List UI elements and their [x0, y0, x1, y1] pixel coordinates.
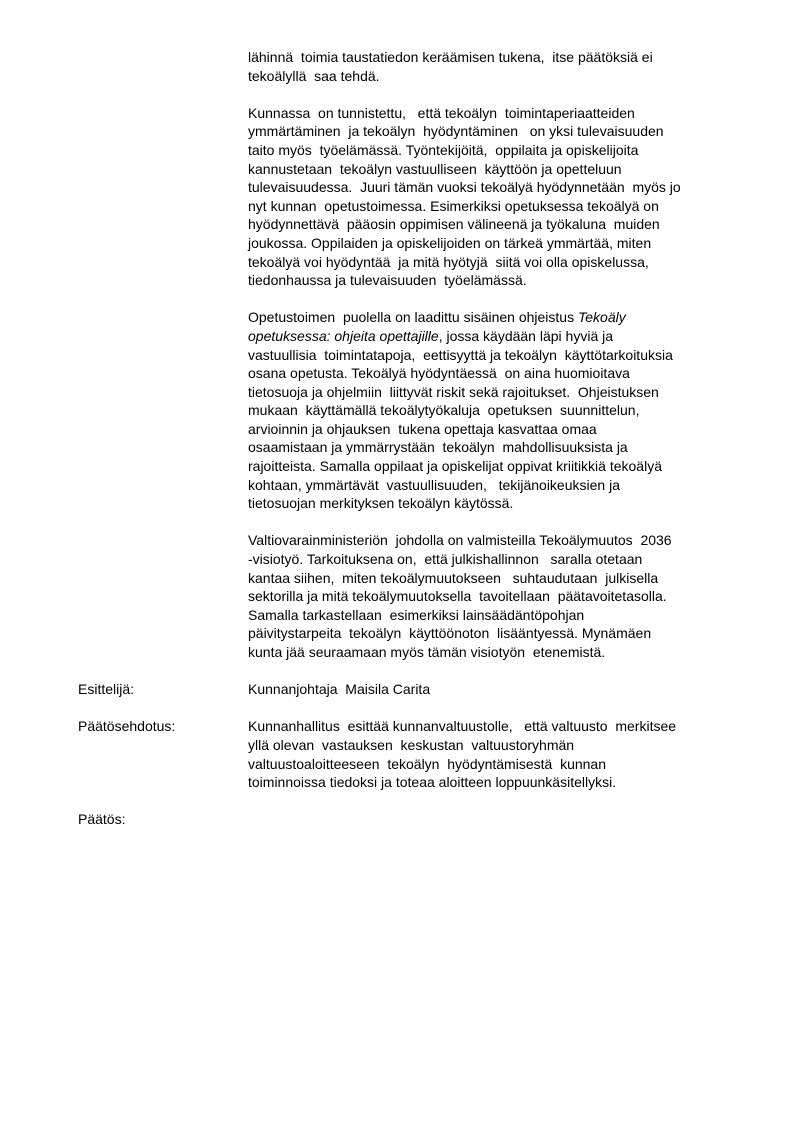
text-line	[248, 438, 760, 457]
field-value-esittelija	[248, 680, 794, 699]
paragraph-visiotyo	[248, 531, 760, 661]
text-segment: hyödynnettävä pääosin oppimisen välineenä ja työkaluna muiden	[248, 216, 660, 233]
text-segment: yllä olevan vastauksen keskustan valtuustoryhmän	[248, 736, 575, 753]
text-segment: rajoitteista. Samalla oppilaat ja opiskelijat oppivat kriitikkiä tekoälyä	[248, 458, 662, 475]
text-segment: Valtiovarainministeriön johdolla on valmisteilla Tekoälymuutos 2036	[248, 532, 672, 549]
text-segment: päivitystarpeita tekoälyn käyttöönoton lisääntyessä. Mynämäen	[248, 625, 652, 642]
italic-text-segment: Tekoäly	[577, 309, 626, 326]
decision-fields	[78, 680, 794, 829]
paragraph-kunnassa	[248, 104, 760, 290]
text-segment: mukaan käyttämällä tekoälytyökaluja opetuksen suunnittelun,	[248, 402, 640, 419]
text-line	[248, 346, 760, 365]
text-line	[248, 383, 760, 402]
text-segment: kannustetaan tekoälyn vastuulliseen käyttöön ja opetteluun	[248, 160, 622, 177]
text-segment: -visiotyö. Tarkoituksena on, että julkishallinnon saralla otetaan	[248, 551, 643, 568]
text-line	[248, 587, 760, 606]
text-line	[248, 122, 760, 141]
text-segment: lähinnä toimia taustatiedon keräämisen tukena, itse päätöksiä ei	[248, 49, 653, 65]
text-segment: nyt kunnan opetustoimessa. Esimerkiksi opetuksessa tekoälyä on	[248, 197, 659, 214]
field-row-paatos	[78, 810, 794, 829]
text-segment: tekoälyä voi hyödyntää ja mitä hyötyjä siitä voi olla opiskelussa,	[248, 253, 649, 270]
text-segment: osaamistaan ja ymmärrystään tekoälyn mahdollisuuksista ja	[248, 439, 628, 456]
text-line	[248, 48, 760, 67]
text-line	[248, 643, 760, 662]
text-segment: tekoälyllä saa tehdä.	[248, 67, 380, 84]
text-line	[248, 67, 760, 86]
text-line	[248, 141, 760, 160]
italic-text-segment: opetuksessa: ohjeita opettajille	[248, 327, 439, 344]
text-line	[248, 736, 794, 755]
text-line	[248, 160, 760, 179]
text-segment: toiminnoissa tiedoksi ja toteaa aloitteen loppuunkäsitellyksi.	[248, 774, 617, 791]
text-line	[248, 420, 760, 439]
field-label-paatosehdotus: Päätösehdotus:	[78, 718, 176, 735]
text-line	[248, 327, 760, 346]
text-segment: tietosuoja ja ohjelmiin liittyvät riskit sekä rajoitukset. Ohjeistuksen	[248, 383, 659, 400]
text-line	[248, 178, 760, 197]
text-line	[248, 197, 760, 216]
text-line	[248, 680, 794, 699]
text-line	[248, 606, 760, 625]
text-line	[248, 401, 760, 420]
text-segment: sektorilla ja mitä tekoälymuutoksella tavoitellaan päätavoitetasolla.	[248, 588, 667, 605]
body-paragraphs	[248, 48, 760, 662]
field-row-esittelija	[78, 680, 794, 699]
text-segment: ymmärtäminen ja tekoälyn hyödyntäminen on yksi tulevaisuuden	[248, 123, 664, 140]
text-line	[248, 755, 794, 774]
text-line	[248, 531, 760, 550]
text-segment: arvioinnin ja ohjauksen tukena opettaja kasvattaa omaa	[248, 420, 597, 437]
text-line	[248, 717, 794, 736]
field-label-esittelija: Esittelijä:	[78, 681, 135, 698]
text-line	[248, 364, 760, 383]
text-line	[248, 624, 760, 643]
text-line	[248, 253, 760, 272]
text-line	[248, 234, 760, 253]
text-segment: valtuustoaloitteeseen tekoälyn hyödyntämisestä kunnan	[248, 755, 607, 772]
paragraph-opetustoimi	[248, 308, 760, 513]
text-line	[248, 457, 760, 476]
text-line	[248, 104, 760, 123]
text-segment: Kunnassa on tunnistettu, että tekoälyn toimintaperiaatteiden	[248, 104, 635, 121]
text-segment: Samalla tarkastellaan esimerkiksi lainsäädäntöpohjan	[248, 606, 585, 623]
text-line	[248, 308, 760, 327]
text-segment: tietosuojan merkityksen tekoälyn käytössä.	[248, 495, 514, 512]
text-line	[248, 773, 794, 792]
text-segment: tiedonhaussa ja tulevaisuuden työelämässä.	[248, 272, 527, 289]
text-line	[248, 215, 760, 234]
text-segment: osana opetusta. Tekoälyä hyödyntäessä on aina huomioitava	[248, 365, 630, 382]
text-line	[248, 569, 760, 588]
text-line	[248, 494, 760, 513]
text-segment: kunta jää seuraamaan myös tämän visiotyön etenemistä.	[248, 644, 606, 660]
text-segment: Kunnanhallitus esittää kunnanvaltuustolle, että valtuusto merkitsee	[248, 718, 677, 735]
text-segment: kohtaan, ymmärtävät vastuullisuuden, tekijänoikeuksien ja	[248, 476, 620, 493]
text-line	[248, 550, 760, 569]
text-line	[248, 271, 760, 290]
paragraph-intro	[248, 48, 760, 85]
text-segment: vastuullisia toimintatapoja, eettisyyttä ja tekoälyn käyttötarkoituksia	[248, 346, 673, 363]
text-segment: kantaa siihen, miten tekoälymuutokseen suhtaudutaan julkisella	[248, 569, 659, 586]
field-row-paatosehdotus	[78, 717, 794, 791]
text-line	[248, 476, 760, 495]
text-segment: tulevaisuudessa. Juuri tämän vuoksi tekoälyä hyödynnetään myös jo	[248, 179, 681, 196]
field-label-paatos: Päätös:	[78, 811, 126, 828]
text-segment: Opetustoimen puolella on laadittu sisäinen ohjeistus	[248, 309, 578, 326]
text-segment: Kunnanjohtaja Maisila Carita	[248, 681, 431, 698]
text-segment: taito myös työelämässä. Työntekijöitä, oppilaita ja opiskelijoita	[248, 141, 639, 158]
text-segment: joukossa. Oppilaiden ja opiskelijoiden on tärkeä ymmärtää, miten	[248, 234, 652, 251]
field-value-paatos	[248, 810, 794, 829]
field-value-paatosehdotus	[248, 717, 794, 791]
text-segment: , jossa käydään läpi hyviä ja	[438, 327, 614, 344]
